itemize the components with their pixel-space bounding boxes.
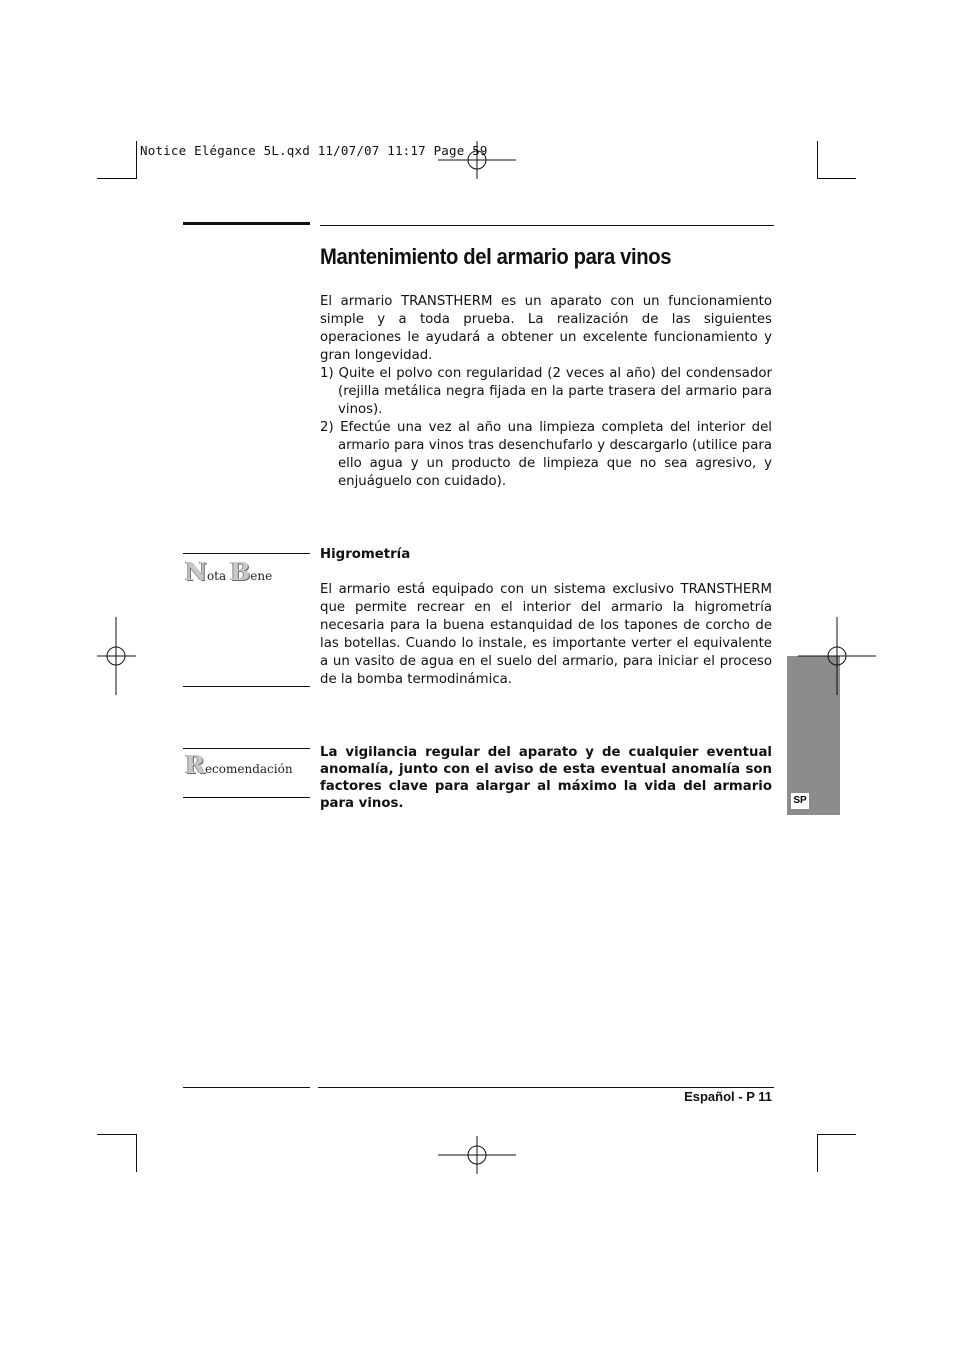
nota-bene-label xyxy=(185,557,272,586)
section-heading: Higrometría xyxy=(320,547,411,562)
bene-label-part: ene xyxy=(250,569,273,583)
header-rule xyxy=(320,225,774,226)
registration-mark-icon xyxy=(798,617,876,695)
nota-paragraph: El armario está equipado con un sistema exclusivo TRANSTHERM que permite recrear en el interior del armario la higrometría necesaria para la buena estanquidad de los tapones de corcho de las botellas. Cuando lo instale, es importante verter el equivalente a un vasito de agua en el suelo del armario, para iniciar el proceso de la bomba termodinámica. xyxy=(320,582,772,687)
language-badge: SP xyxy=(791,793,809,809)
crop-mark xyxy=(136,1134,137,1172)
list-item: 1) Quite el polvo con regularidad (2 veces al año) del condensador (rejilla metálica negra fijada en la parte trasera del armario para vinos). xyxy=(320,366,772,417)
recomendacion-label xyxy=(185,750,293,779)
page-title: Mantenimiento del armario para vinos xyxy=(320,244,672,269)
crop-mark xyxy=(817,178,856,179)
nota-rule-top xyxy=(183,553,310,554)
registration-mark-icon xyxy=(438,121,516,199)
registration-mark-icon xyxy=(97,617,175,695)
crop-mark xyxy=(97,178,136,179)
crop-mark xyxy=(817,141,818,179)
nota-initial: N xyxy=(185,557,207,586)
footer-rule xyxy=(318,1087,774,1088)
page-number: Español - P 11 xyxy=(684,1089,772,1104)
intro-paragraph: El armario TRANSTHERM es un aparato con un funcionamiento simple y a toda prueba. La realización de las siguientes operaciones le ayudará a obtener un excelente funcionamiento y gran longevidad. xyxy=(320,294,772,363)
recomendacion-label-part: ecomendación xyxy=(204,762,293,776)
crop-mark xyxy=(817,1134,818,1172)
nota-label-part: ota xyxy=(206,569,230,583)
crop-mark xyxy=(136,141,137,179)
crop-mark xyxy=(97,1134,136,1135)
recomendacion-initial: R xyxy=(185,750,205,779)
list-item: 2) Efectúe una vez al año una limpieza completa del interior del armario para vinos tras desenchufarlo y descargarlo (utilice para ello agua y un producto de limpieza que no sea agresivo, y enjuáguelo con cuidado). xyxy=(320,420,772,489)
recomendacion-paragraph: La vigilancia regular del aparato y de cualquier eventual anomalía, junto con el aviso de esta eventual anomalía son factores clave para alargar al máximo la vida del armario para vinos. xyxy=(320,745,772,811)
registration-mark-icon xyxy=(438,1116,516,1194)
footer-rule-left xyxy=(183,1087,310,1088)
nota-rule-bottom xyxy=(183,686,310,687)
header-rule-thick xyxy=(183,222,310,225)
crop-mark xyxy=(817,1134,856,1135)
file-slug: Notice Elégance 5L.qxd 11/07/07 11:17 Page 59 xyxy=(140,143,488,158)
recomendacion-rule-top xyxy=(183,748,310,749)
bene-initial: B xyxy=(229,557,251,586)
recomendacion-rule-bottom xyxy=(183,797,310,798)
